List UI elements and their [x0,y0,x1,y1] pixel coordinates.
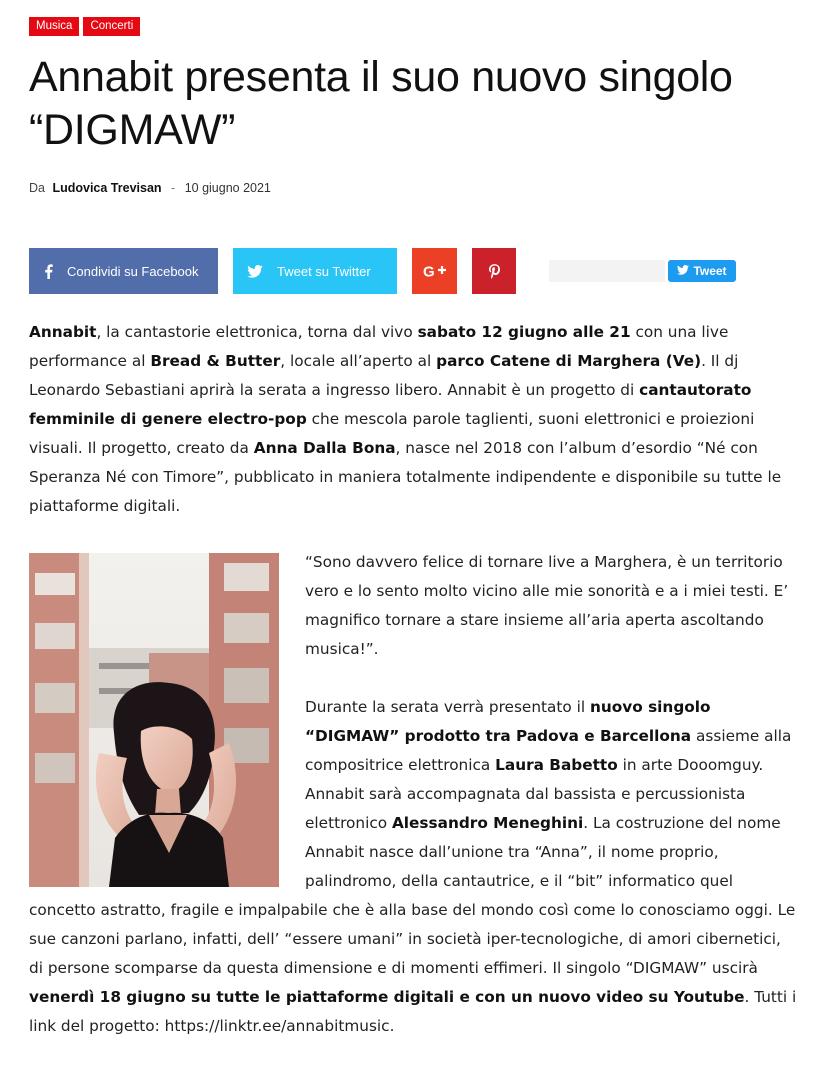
text-span: cantautorato femminile di genere electro-pop [29,381,752,428]
twitter-bird-icon [233,265,277,278]
text-span: Bread & Butter [150,352,281,370]
share-pinterest-button[interactable] [472,248,516,294]
share-twitter-button[interactable] [233,248,397,294]
text-span: nuovo singolo “DIGMAW” prodotto tra Padova e Barcellona [305,698,711,745]
text-span: venerdì 18 giugno su tutte le piattaforme digitali e con un nuovo video su Youtube [29,988,745,1006]
text-span: , locale all’aperto al [280,352,437,370]
text-span: in arte Dooomguy. Annabit sarà accompagnata dal bassista e percussionista elettronico [305,756,764,832]
tweet-button-label: Tweet [693,264,727,278]
text-span: con una live performance al [29,323,729,370]
text-span: che mescola parole taglienti, suoni elettronici e proiezioni visuali. Il progetto, creato da [29,410,755,457]
meta-separator: - [171,181,176,195]
text-span: . Il dj Leonardo Sebastiani aprirà la serata a ingresso libero. Annabit è un progetto di [29,352,739,399]
byline-prefix: Da [29,181,45,195]
tweet-button[interactable] [668,260,736,282]
text-span: Annabit [29,323,97,341]
category-tags [29,17,140,36]
text-span: . La costruzione del nome Annabit nasce dall’unione tra “Anna”, il nome proprio, palindromo, della cantautrice, e il “bit” informatico quel concetto astratto, fragile e impalpabile che è alla base del mondo così come lo conosciamo oggi. Le sue canzoni parlano, infatti, dell’ “essere umani” in società iper-tecnologiche, di amori cibernetici, di persone scomparse da questa dimensione e di momenti effimeri. Il singolo “DIGMAW” uscirà [29,814,796,977]
text-span: parco Catene di Marghera (Ve) [436,352,702,370]
photo-wrap-spacer [29,693,305,891]
tweet-count-box [549,260,665,282]
facebook-icon [29,264,67,279]
google-plus-icon [423,264,447,278]
author-link[interactable]: Ludovica Trevisan [52,181,162,195]
text-span: Anna Dalla Bona [253,439,396,457]
svg-text:G: G [422,264,435,278]
category-tag-musica[interactable]: Musica [29,17,79,36]
text-span: sabato 12 giugno alle 21 [417,323,631,341]
article-paragraph-2 [29,693,799,1041]
text-span: . Tutti i link del progetto: https://linktr.ee/annabitmusic. [29,988,797,1035]
text-span: Alessandro Meneghini [391,814,584,832]
publish-date: 10 giugno 2021 [184,181,271,195]
share-bar [29,248,516,294]
text-span: , la cantastorie elettronica, torna dal vivo [96,323,418,341]
article-title: Annabit presenta il suo nuovo singolo “DIGMAW” [29,53,733,154]
twitter-bird-icon [677,264,689,278]
artist-quote: “Sono davvero felice di tornare live a Marghera, è un territorio vero e lo sento molto vicino alle mie sonorità e a i miei testi. E’ magnifico tornare a stare insieme all’aria aperta ascoltando musica!”. [305,553,789,658]
pinterest-icon [489,264,500,279]
share-facebook-button[interactable] [29,248,218,294]
text-span: Durante la serata verrà presentato il [305,698,590,716]
share-facebook-label: Condividi su Facebook [67,263,199,279]
share-twitter-label: Tweet su Twitter [277,263,371,279]
share-googleplus-button[interactable] [412,248,457,294]
category-tag-concerti[interactable]: Concerti [83,17,140,36]
text-span: assieme alla compositrice elettronica [305,727,792,774]
article-paragraph-1 [29,318,799,521]
text-span: Laura Babetto [495,756,618,774]
text-span: , nasce nel 2018 con l’album d’esordio “Né con Speranza Né con Timore”, pubblicato in maniera totalmente indipendente e disponibile su tutte le piattaforme digitali. [29,439,782,515]
article-meta [29,181,271,195]
